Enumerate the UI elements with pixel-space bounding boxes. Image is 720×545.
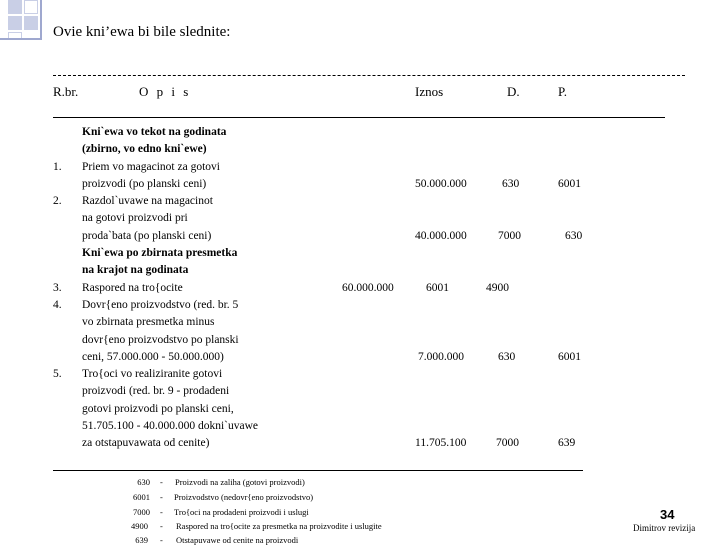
legend-code: 7000 [133,507,150,517]
header-p: P. [558,84,568,99]
entry-description: Raspored na tro{ocite [82,282,183,294]
legend-dash: - [160,477,163,487]
legend-text: Otstapuvawe od cenite na proizvodi [176,535,299,545]
entry-credit: 6001 [558,178,581,190]
legend-code: 6001 [133,492,150,502]
entry-credit: 6001 [558,351,581,363]
header-opis: O p i s [139,84,190,99]
entry-iznos: 11.705.100 [415,437,467,449]
entry-iznos: 40.000.000 [415,230,467,242]
legend-code: 639 [135,535,148,545]
entry-number: 2. [53,195,62,207]
legend-text: Raspored na tro{ocite za presmetka na proizvodite i uslugite [176,521,382,531]
entry-debit: 630 [502,178,520,190]
page-title: Ovie kni’ewa bi bile slednite: [53,24,231,40]
entry-debit: 630 [498,351,516,363]
entry-iznos: 60.000.000 [342,282,394,294]
entry-debit: 7000 [498,230,521,242]
legend-text: Tro{oci na prodadeni proizvodi i uslugi [174,507,309,517]
header-d: D. [507,84,520,99]
entry-number: 1. [53,161,62,173]
entry-iznos: 7.000.000 [418,351,464,363]
entry-number: 5. [53,368,62,380]
header-rule [53,117,665,118]
legend-code: 630 [137,477,150,487]
author-label: Dimitrov revizija [633,523,696,533]
legend-dash: - [160,535,163,545]
entry-number: 3. [53,282,62,294]
section-heading-1: Kni`ewa vo tekot na godinata (zbirno, vo edno kni`ewe) [82,126,227,156]
legend-dash: - [160,521,163,531]
entry-description: Tro{oci vo realiziranite gotovi proizvodi (red. br. 9 - prodadeni gotovi proizvodi po planski ceni, 51.705.100 - 40.000.000 dokni`uvawe za otstapuvawata od cenite) [82,368,258,450]
entry-description: Priem vo magacinot za gotovi proizvodi (po planski ceni) [82,161,220,191]
entry-description: Razdol`uvawe na magacinot na gotovi proizvodi pri proda`bata (po planski ceni) [82,195,213,242]
entry-debit: 7000 [496,437,519,449]
legend-dash: - [160,507,163,517]
page-number: 34 [660,507,675,522]
entry-description: Dovr{eno proizvodstvo (red. br. 5 vo zbirnata presmetka minus dovr{eno proizvodstvo po planski ceni, 57.000.000 - 50.000.000) [82,299,239,363]
legend-text: Proizvodstvo (nedovr{eno proizvodstvo) [174,492,314,502]
entry-debit: 6001 [426,282,449,294]
entry-iznos: 50.000.000 [415,178,467,190]
entry-credit: 639 [558,437,576,449]
legend-text: Proizvodi na zaliha (gotovi proizvodi) [175,477,305,487]
entry-credit: 4900 [486,282,509,294]
legend-dash: - [160,492,163,502]
footer-rule [53,470,583,471]
header-iznos: Iznos [415,84,444,99]
section-heading-2: Kni`ewa po zbirnata presmetka na krajot na godinata [82,247,238,277]
entry-credit: 630 [565,230,583,242]
header-rbr: R.br. [53,84,79,99]
title-underline [53,75,685,76]
legend-code: 4900 [131,521,148,531]
entry-number: 4. [53,299,62,311]
